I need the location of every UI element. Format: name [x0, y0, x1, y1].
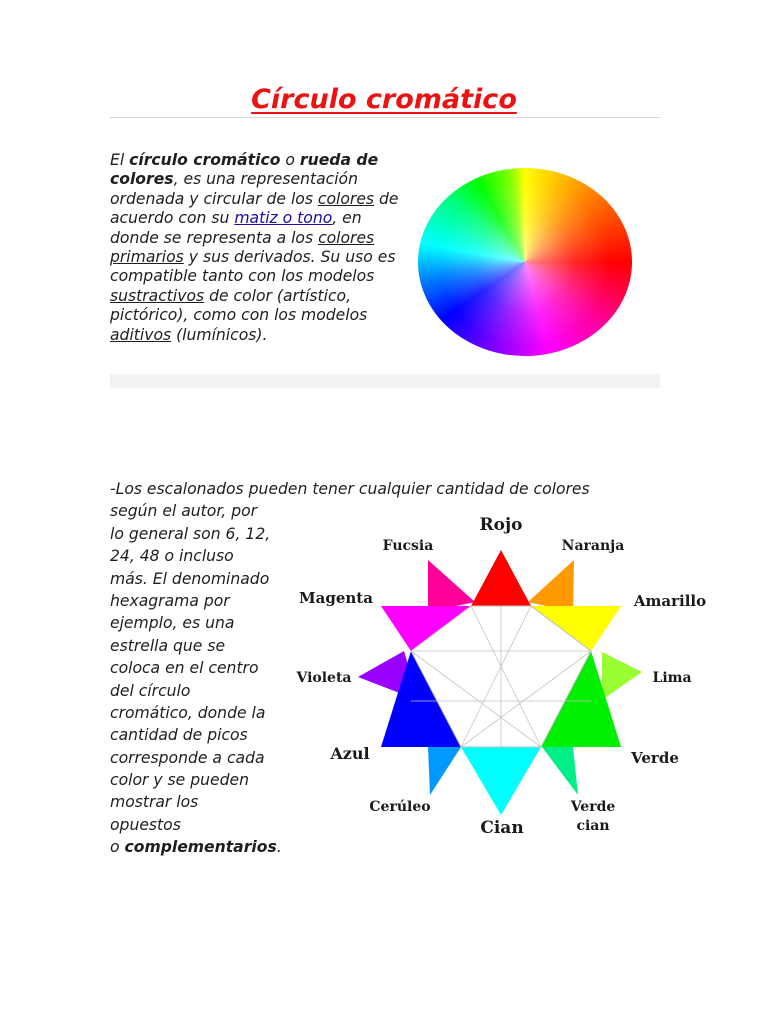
- label-amarillo: Amarillo: [633, 592, 707, 610]
- intro-paragraph: [110, 151, 400, 345]
- label-violeta: Violeta: [296, 670, 352, 686]
- color-wheel-image: [418, 168, 632, 356]
- triangle-lima: [602, 652, 642, 700]
- escalonados-line: corresponde a cada: [110, 748, 265, 767]
- label-fucsia: Fucsia: [382, 538, 434, 554]
- color-wheel-center-glow: [418, 168, 632, 356]
- triangle-fucsia: [428, 560, 475, 612]
- escalonados-line: mostrar los: [110, 793, 199, 812]
- link-colores[interactable]: colores: [317, 189, 375, 208]
- triangle-rojo: [471, 550, 531, 606]
- intro-text: El: [110, 151, 130, 169]
- intro-text: de color (artístico, pictórico), como con los modelos: [110, 286, 368, 325]
- intro-text: (lumínicos).: [171, 325, 268, 344]
- label-naranja: Naranja: [561, 538, 625, 554]
- page-title: Círculo cromático: [251, 84, 517, 115]
- link-colores-primarios[interactable]: colores primarios: [110, 228, 375, 267]
- title-divider: [110, 117, 660, 118]
- escalonados-line: estrella que se: [110, 636, 226, 655]
- term-complementarios: complementarios: [124, 838, 277, 857]
- term-circulo-cromatico: círculo cromático: [129, 151, 281, 169]
- label-verde: Verde: [631, 749, 679, 767]
- escalonados-line: del círculo: [110, 681, 191, 700]
- escalonados-line: -Los escalonados pueden tener cualquier cantidad de colores: [110, 480, 590, 498]
- escalonados-line: lo general son 6, 12,: [110, 524, 271, 543]
- intro-text: , en donde se representa a los: [110, 209, 362, 247]
- link-aditivos[interactable]: aditivos: [110, 325, 172, 344]
- escalonados-line: según el autor, por: [110, 502, 258, 521]
- label-magenta: Magenta: [299, 589, 373, 607]
- triangle-verde-cian: [542, 747, 578, 795]
- intro-text: , es una representación ordenada y circular de los: [110, 170, 358, 208]
- label-rojo: Rojo: [479, 515, 523, 535]
- intro-text: o: [280, 151, 300, 169]
- intro-text: de acuerdo con su: [110, 189, 399, 228]
- escalonados-text: o: [110, 838, 125, 857]
- hexagram-color-star: [290, 505, 720, 845]
- escalonados-text: .: [276, 838, 282, 857]
- escalonados-line: 24, 48 o incluso: [110, 547, 234, 566]
- label-verde-cian-line2: cian: [576, 818, 610, 834]
- link-sustractivos[interactable]: sustractivos: [110, 286, 205, 305]
- escalonados-line: cromático, donde la: [110, 703, 266, 722]
- label-cian: Cian: [480, 818, 524, 838]
- escalonados-line: cantidad de picos: [110, 726, 248, 745]
- link-matiz-o-tono[interactable]: matiz o tono: [234, 209, 333, 228]
- label-verde-cian-line1: Verde: [570, 799, 616, 815]
- label-azul: Azul: [330, 744, 370, 763]
- triangle-ceruleo: [428, 747, 461, 795]
- label-ceruleo: Cerúleo: [369, 799, 431, 815]
- triangle-naranja: [528, 560, 574, 612]
- escalonados-line: opuestos: [110, 815, 181, 834]
- label-lima: Lima: [652, 670, 692, 686]
- triangle-cian: [461, 747, 541, 815]
- escalonados-line: más. El denominado: [110, 569, 270, 588]
- escalonados-line: ejemplo, es una: [110, 614, 235, 633]
- term-rueda-de-colores: rueda de colores: [110, 151, 379, 189]
- intro-text: y sus derivados. Su uso es compatible tanto con los modelos: [110, 248, 396, 286]
- escalonados-line: hexagrama por: [110, 591, 230, 610]
- section-band: [110, 374, 660, 388]
- escalonados-line: color y se pueden: [110, 771, 249, 790]
- escalonados-line: coloca en el centro: [110, 659, 259, 678]
